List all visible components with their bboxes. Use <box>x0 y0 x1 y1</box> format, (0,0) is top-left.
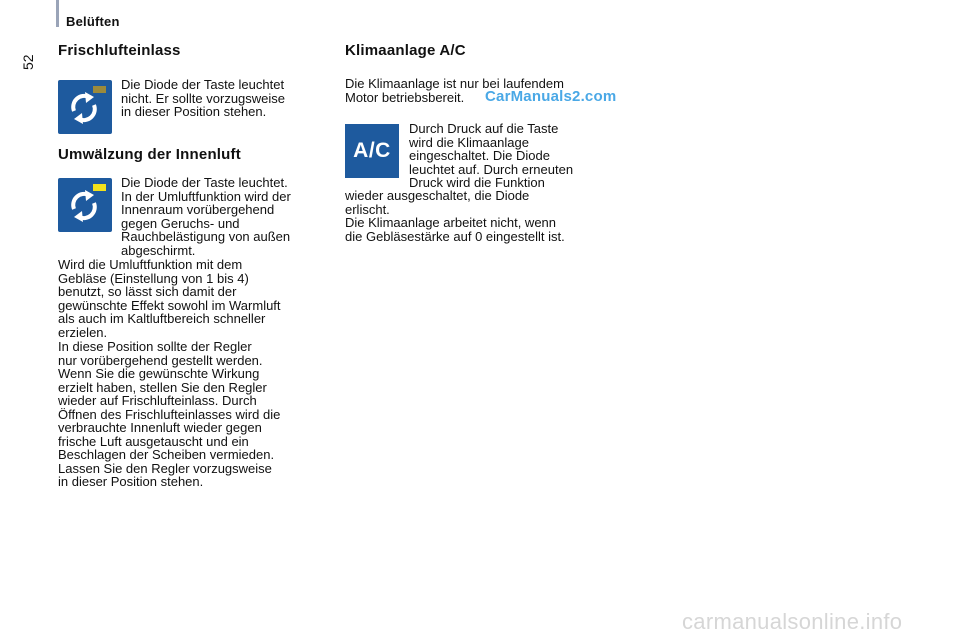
ac-button-label: A/C <box>353 139 391 162</box>
inline-watermark: CarManuals2.com <box>485 88 617 105</box>
air-conditioning-intro: Die Klimaanlage ist nur bei laufendem Motor betriebsbereit. <box>345 76 564 105</box>
air-recirculation-icon <box>65 89 103 127</box>
ac-button-image <box>345 124 399 178</box>
footer-watermark: carmanualsonline.info <box>682 609 903 634</box>
recirculation-paragraph-2: In diese Position sollte der Regler nur vorübergehend gestellt werden. Wenn Sie die gewünschte Wirkung erzielt haben, stellen Sie den Regler wieder auf Frischlufteinlass. Durch Öffnen des Frischlufteinlasses wird die verbrauchte Innenluft wieder gegen frische Luft ausgetauscht und ein Beschlagen der Scheiben vermieden. Lassen Sie den Regler vorzugsweise in dieser Position stehen. <box>58 339 281 489</box>
air-recirculation-icon <box>65 187 103 225</box>
air-conditioning-heading: Klimaanlage A/C <box>345 42 466 59</box>
recirculation-led-description: Die Diode der Taste leuchtet. In der Umluftfunktion wird der Innenraum vorübergehend gegen Geruchs- und Rauchbelästigung von außen abgeschirmt. <box>121 175 291 258</box>
recirculation-button-image <box>58 178 112 232</box>
recirculation-paragraph-1: Wird die Umluftfunktion mit dem Gebläse (Einstellung von 1 bis 4) benutzt, so lässt sich damit der gewünschte Effekt sowohl im Warmluft als auch im Kaltluftbereich schneller erzielen. <box>58 257 281 340</box>
ac-press-description: Durch Druck auf die Taste wird die Klimaanlage eingeschaltet. Die Diode leuchtet auf. Durch erneuten Druck wird die Funktion <box>409 121 574 190</box>
page-number: 52 <box>20 54 36 70</box>
fresh-air-led-description: Die Diode der Taste leuchtet nicht. Er sollte vorzugsweise in dieser Position stehen. <box>121 77 286 119</box>
ac-press-description-continued: wieder ausgeschaltet, die Diode erlischt. <box>345 188 530 217</box>
fresh-air-button-image <box>58 80 112 134</box>
section-title: Belüften <box>66 14 120 29</box>
ac-note: Die Klimaanlage arbeitet nicht, wenn die Gebläsestärke auf 0 eingestellt ist. <box>345 215 565 244</box>
recirculation-heading: Umwälzung der Innenluft <box>58 146 241 163</box>
section-marker-bar <box>56 0 59 27</box>
fresh-air-heading: Frischlufteinlass <box>58 42 181 59</box>
